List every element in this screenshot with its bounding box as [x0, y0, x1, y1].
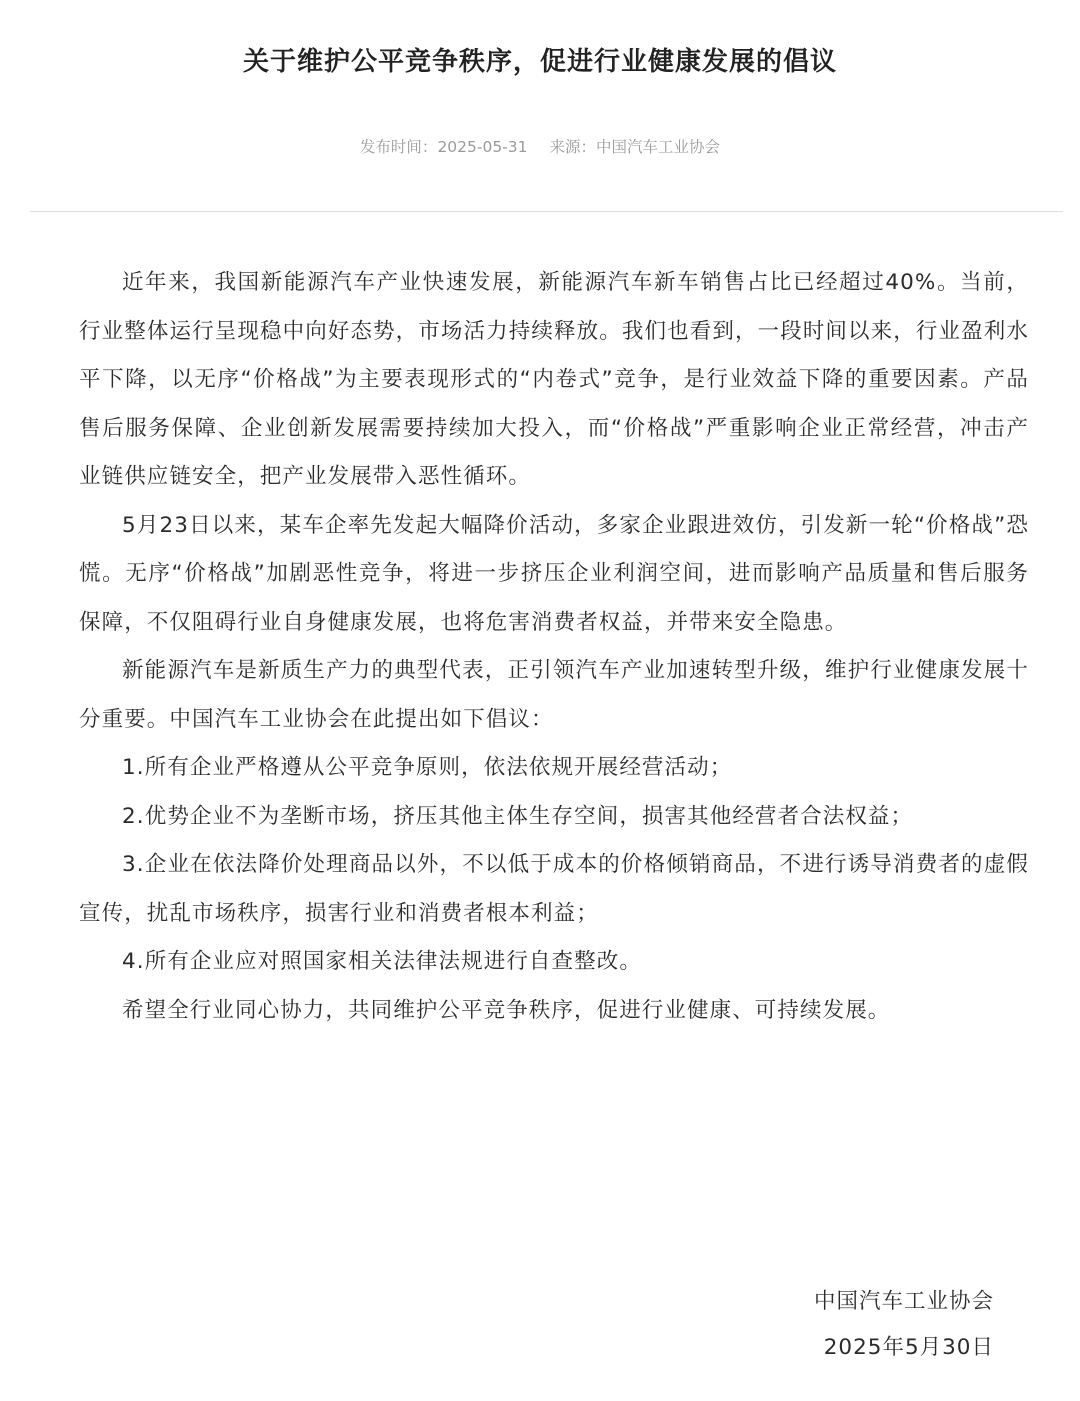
header-divider [30, 211, 1063, 212]
publish-date: 2025-05-31 [437, 138, 528, 156]
proposal-item: 3.企业在依法降价处理商品以外，不以低于成本的价格倾销商品，不进行诱导消费者的虚假宣传，扰乱市场秩序，损害行业和消费者根本利益； [79, 852, 1029, 926]
body-paragraph: 5月23日以来，某车企率先发起大幅降价活动，多家企业跟进效仿，引发新一轮“价格战”恐慌。无序“价格战”加剧恶性竞争，将进一步挤压企业利润空间，进而影响产品质量和售后服务保障，不仅阻碍行业自身健康发展，也将危害消费者权益，并带来安全隐患。 [79, 512, 1029, 635]
proposal-item: 2.优势企业不为垄断市场，挤压其他主体生存空间，损害其他经营者合法权益； [122, 803, 914, 829]
closing-paragraph: 希望全行业同心协力，共同维护公平竞争秩序，促进行业健康、可持续发展。 [122, 997, 891, 1023]
body-paragraph: 新能源汽车是新质生产力的典型代表，正引领汽车产业加速转型升级，维护行业健康发展十分重要。中国汽车工业协会在此提出如下倡议： [79, 658, 1029, 732]
proposal-item: 1.所有企业严格遵从公平竞争原则，依法依规开展经营活动； [122, 755, 733, 780]
publish-time-label: 发布时间： [359, 138, 438, 156]
signature-block [814, 1279, 994, 1371]
signature-date: 2025年5月30日 [823, 1335, 994, 1360]
body-paragraph: 近年来，我国新能源汽车产业快速发展，新能源汽车新车销售占比已经超过40%。当前，行业整体运行呈现稳中向好态势，市场活力持续释放。我们也看到，一段时间以来，行业盈利水平下降，以无序“价格战”为主要表现形式的“内卷式”竞争，是行业效益下降的重要因素。产品售后服务保障、企业创新发展需要持续加大投入，而“价格战”严重影响企业正常经营，冲击产业链供应链安全，把产业发展带入恶性循环。 [79, 270, 1029, 489]
article-title: 关于维护公平竞争秩序，促进行业健康发展的倡议 [242, 47, 837, 77]
signature-organization: 中国汽车工业协会 [813, 1289, 994, 1314]
article-meta [0, 134, 1080, 160]
proposal-item: 4.所有企业应对照国家相关法律法规进行自查整改。 [122, 949, 642, 974]
source-label: 来源： [549, 138, 597, 156]
source-name: 中国汽车工业协会 [596, 138, 721, 156]
article-body [79, 259, 1029, 1035]
